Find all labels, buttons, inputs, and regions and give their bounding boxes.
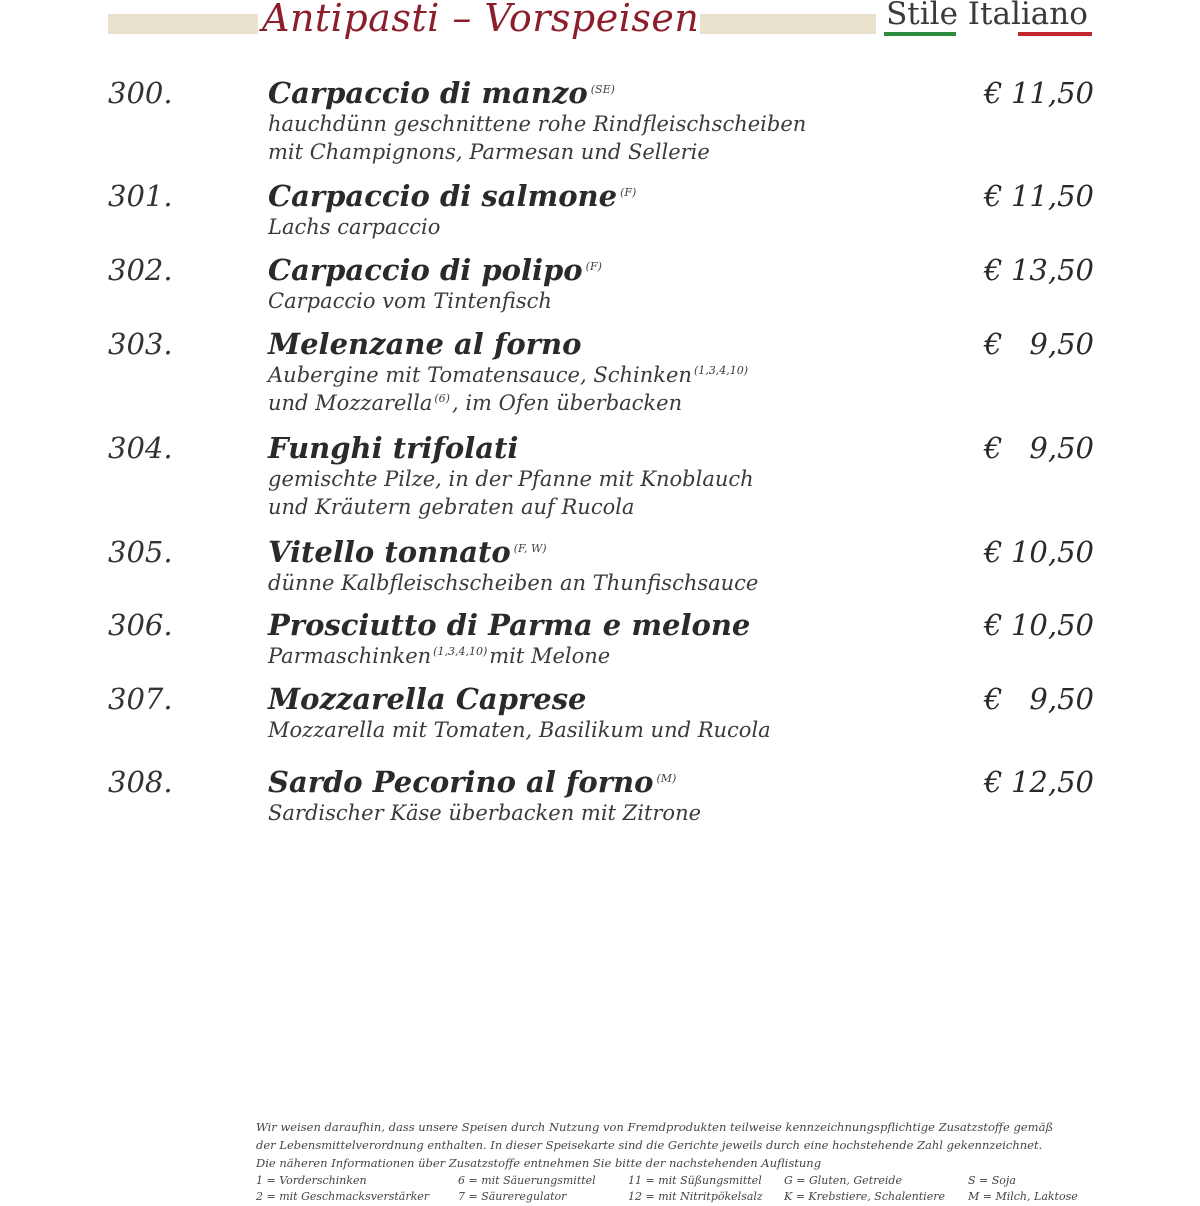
price-amount: 9,50 <box>1029 431 1094 465</box>
item-name: Melenzane al forno <box>268 327 582 361</box>
currency-symbol: € <box>984 431 1003 465</box>
item-description: Mozzarella mit Tomaten, Basilikum und Rucola <box>268 718 771 742</box>
price-amount: 12,50 <box>1010 765 1094 799</box>
legend-entry: S = Soja <box>968 1174 1016 1187</box>
allergen-tag: (F) <box>620 186 637 199</box>
item-description: gemischte Pilze, in der Pfanne mit Knoblauch <box>268 467 754 491</box>
item-description: mit Champignons, Parmesan und Sellerie <box>268 140 710 164</box>
item-name: Carpaccio di salmone <box>268 179 618 213</box>
legend-entry: M = Milch, Laktose <box>968 1190 1078 1203</box>
item-name: Vitello tonnato <box>268 535 511 569</box>
currency-symbol: € <box>984 253 1003 287</box>
item-description: und Kräutern gebraten auf Rucola <box>268 495 635 519</box>
additive-marker: (6) <box>434 392 450 405</box>
currency-symbol: € <box>984 327 1003 361</box>
price-amount: 10,50 <box>1010 608 1094 642</box>
item-number: 300. <box>108 76 173 110</box>
item-number: 305. <box>108 535 173 569</box>
item-name-line <box>268 431 518 465</box>
item-name-line <box>268 327 581 361</box>
description-text: und Mozzarella <box>268 391 433 415</box>
header-bar-right <box>700 14 876 34</box>
item-name: Funghi trifolati <box>268 431 519 465</box>
item-name-line <box>268 253 602 287</box>
currency-symbol: € <box>984 682 1003 716</box>
item-description: Carpaccio vom Tintenfisch <box>268 289 552 313</box>
brand-name: Stile Italiano <box>886 0 1088 32</box>
item-description <box>268 644 610 668</box>
item-description: Lachs carpaccio <box>268 215 441 239</box>
legend-row <box>256 1188 1096 1204</box>
item-name: Carpaccio di manzo <box>268 76 588 110</box>
additive-marker: (1,3,4,10) <box>433 645 488 658</box>
item-name: Mozzarella Caprese <box>268 682 587 716</box>
item-description: Sardischer Käse überbacken mit Zitrone <box>268 801 702 825</box>
item-name: Carpaccio di polipo <box>268 253 583 287</box>
item-name-line <box>268 608 750 642</box>
item-description: dünne Kalbfleischscheiben an Thunfischsauce <box>268 571 759 595</box>
currency-symbol: € <box>984 76 1003 110</box>
description-text: mit Melone <box>489 644 611 668</box>
item-name-line <box>268 535 547 569</box>
legend-entry: 12 = mit Nitritpökelsalz <box>628 1190 763 1203</box>
notice-line: Die näheren Informationen über Zusatzstoffe entnehmen Sie bitte der nachstehenden Auflistung <box>256 1156 822 1170</box>
currency-symbol: € <box>984 765 1003 799</box>
price-amount: 9,50 <box>1029 682 1094 716</box>
price-amount: 10,50 <box>1010 535 1094 569</box>
allergen-tag: (SE) <box>590 83 615 96</box>
item-number: 306. <box>108 608 173 642</box>
notice-line: der Lebensmittelverordnung enthalten. In dieser Speisekarte sind die Gerichte jeweils durch eine hochstehende Zahl gekennzeichnet. <box>256 1138 1043 1152</box>
description-text: Parmaschinken <box>268 644 432 668</box>
legend-entry: 6 = mit Säuerungsmittel <box>458 1174 596 1187</box>
allergen-tag: (M) <box>656 772 677 785</box>
legend-entry: G = Gluten, Getreide <box>784 1174 902 1187</box>
item-number: 304. <box>108 431 173 465</box>
currency-symbol: € <box>984 608 1003 642</box>
item-description <box>268 363 750 387</box>
item-name-line <box>268 765 676 799</box>
item-name: Sardo Pecorino al forno <box>268 765 654 799</box>
item-number: 303. <box>108 327 173 361</box>
legend-row <box>256 1172 1096 1188</box>
description-text: , im Ofen überbacken <box>451 391 683 415</box>
item-name-line <box>268 76 615 110</box>
header-bar-left <box>108 14 258 34</box>
price-amount: 13,50 <box>1010 253 1094 287</box>
description-text: Aubergine mit Tomatensauce, Schinken <box>268 363 692 387</box>
item-name-line <box>268 682 586 716</box>
flag-green-line <box>884 32 956 36</box>
item-number: 301. <box>108 179 173 213</box>
item-description: hauchdünn geschnittene rohe Rindfleischscheiben <box>268 112 807 136</box>
item-number: 307. <box>108 682 173 716</box>
legend-entry: 2 = mit Geschmacksverstärker <box>256 1190 430 1203</box>
allergen-tag: (F, W) <box>513 542 547 555</box>
flag-red-line <box>1018 32 1092 36</box>
allergen-tag: (F) <box>585 260 602 273</box>
price-amount: 9,50 <box>1029 327 1094 361</box>
item-description <box>268 391 682 415</box>
item-name: Prosciutto di Parma e melone <box>268 608 751 642</box>
section-title: Antipasti – Vorspeisen <box>262 0 700 40</box>
currency-symbol: € <box>984 179 1003 213</box>
notice-line: Wir weisen daraufhin, dass unsere Speisen durch Nutzung von Fremdprodukten teilweise kennzeichnungspflichtige Zusatzstoffe gemäß <box>256 1120 1054 1134</box>
item-number: 308. <box>108 765 173 799</box>
price-amount: 11,50 <box>1010 76 1094 110</box>
legend-entry: 11 = mit Süßungsmittel <box>628 1174 762 1187</box>
legend-entry: 7 = Säureregulator <box>458 1190 567 1203</box>
legend-entry: 1 = Vorderschinken <box>256 1174 367 1187</box>
additives-legend <box>256 1172 1096 1204</box>
additives-notice <box>256 1118 1096 1204</box>
brand-logo <box>880 0 1094 44</box>
item-number: 302. <box>108 253 173 287</box>
currency-symbol: € <box>984 535 1003 569</box>
legend-entry: K = Krebstiere, Schalentiere <box>784 1190 945 1203</box>
item-name-line <box>268 179 636 213</box>
price-amount: 11,50 <box>1010 179 1094 213</box>
additive-marker: (1,3,4,10) <box>693 364 749 377</box>
